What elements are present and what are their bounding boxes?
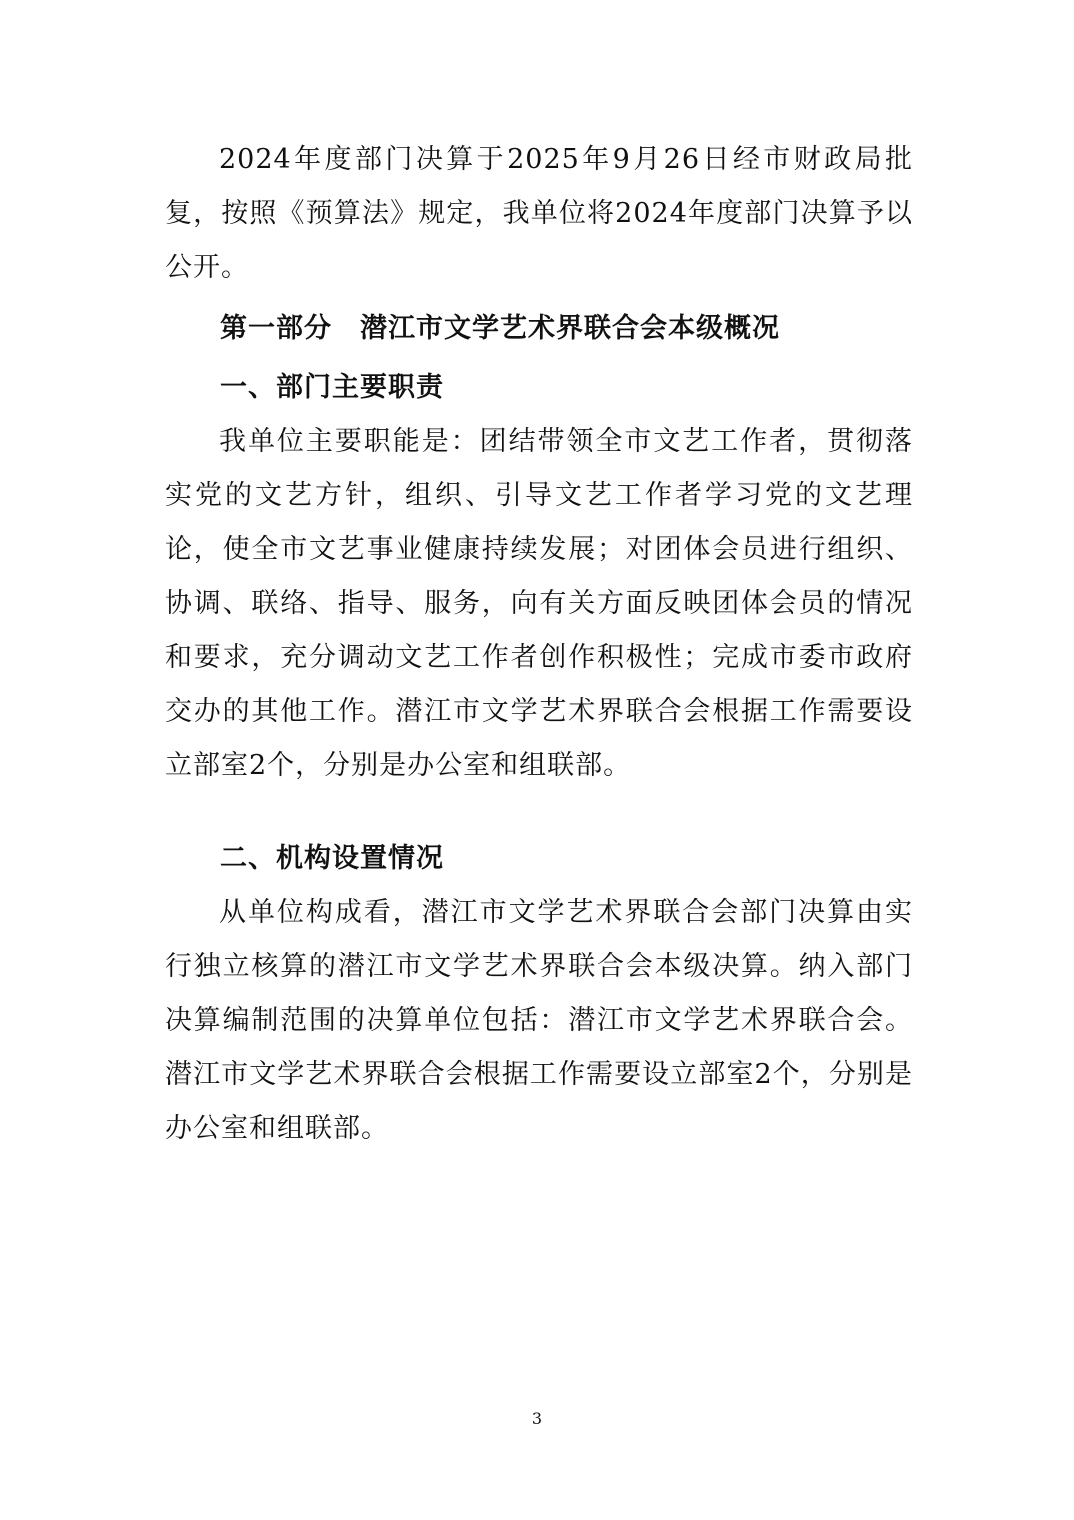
page-number: 3 <box>531 1409 543 1428</box>
section-one-title: 一、部门主要职责 <box>220 372 444 403</box>
intro-paragraph: 2024年度部门决算于2025年9月26日经市财政局批复，按照《预算法》规定，我单位将2024年度部门决算予以公开。 <box>165 144 913 283</box>
section-one-body: 我单位主要职能是：团结带领全市文艺工作者，贯彻落实党的文艺方针，组织、引导文艺工作者学习党的文艺理论，使全市文艺事业健康持续发展；对团体会员进行组织、协调、联络、指导、服务，向有关方面反映团体会员的情况和要求，充分调动文艺工作者创作积极性；完成市委市政府交办的其他工作。潜江市文学艺术界联合会根据工作需要设立部室2个，分别是办公室和组联部。 <box>165 426 913 781</box>
section-two-title: 二、机构设置情况 <box>220 843 444 874</box>
section-two-body: 从单位构成看，潜江市文学艺术界联合会部门决算由实行独立核算的潜江市文学艺术界联合会本级决算。纳入部门决算编制范围的决算单位包括：潜江市文学艺术界联合会。潜江市文学艺术界联合会根据工作需要设立部室2个，分别是办公室和组联部。 <box>165 897 913 1144</box>
part-one-title: 第一部分 潜江市文学艺术界联合会本级概况 <box>220 313 780 344</box>
